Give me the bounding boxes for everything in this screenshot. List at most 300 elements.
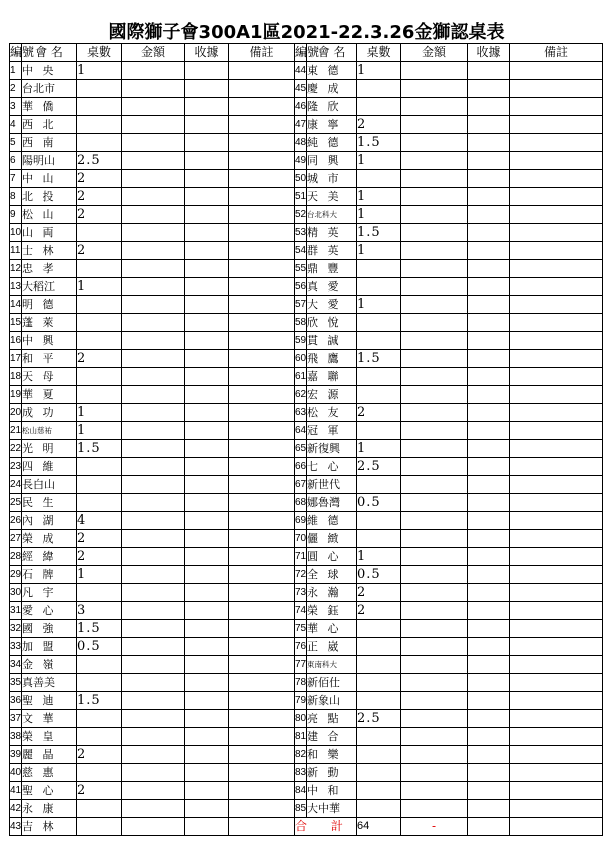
receipt-cell	[185, 746, 229, 764]
remarks-cell	[510, 386, 603, 404]
club-name: 儷 緻	[307, 530, 357, 548]
row-number: 64	[295, 422, 307, 440]
remarks-cell	[229, 404, 295, 422]
table-count: 1	[357, 206, 401, 224]
receipt-cell	[185, 350, 229, 368]
remarks-cell	[229, 566, 295, 584]
club-name: 內 湖	[22, 512, 77, 530]
remarks-cell	[510, 224, 603, 242]
remarks-cell	[229, 530, 295, 548]
header-remarks: 備註	[229, 44, 295, 62]
amount-cell	[401, 188, 468, 206]
amount-cell	[122, 80, 185, 98]
remarks-cell	[510, 800, 603, 818]
club-name: 純 德	[307, 134, 357, 152]
receipt-cell	[468, 368, 510, 386]
receipt-cell	[468, 476, 510, 494]
remarks-cell	[229, 170, 295, 188]
row-number: 56	[295, 278, 307, 296]
receipt-cell	[185, 170, 229, 188]
amount-cell	[122, 782, 185, 800]
club-name: 維 德	[307, 512, 357, 530]
remarks-cell	[229, 314, 295, 332]
header-tables: 桌數	[77, 44, 122, 62]
receipt-cell	[468, 224, 510, 242]
table-count	[77, 260, 122, 278]
remarks-cell	[510, 242, 603, 260]
row-number: 52	[295, 206, 307, 224]
table-count	[357, 80, 401, 98]
receipt-cell	[185, 80, 229, 98]
club-name: 石 牌	[22, 566, 77, 584]
receipt-cell	[468, 692, 510, 710]
table-count: 2	[77, 746, 122, 764]
receipt-cell	[468, 566, 510, 584]
amount-cell	[122, 368, 185, 386]
club-name: 天 美	[307, 188, 357, 206]
row-number: 72	[295, 566, 307, 584]
club-name: 新象山	[307, 692, 357, 710]
table-count: 1	[357, 152, 401, 170]
amount-cell	[122, 728, 185, 746]
amount-cell	[401, 350, 468, 368]
receipt-cell	[468, 638, 510, 656]
receipt-cell	[468, 548, 510, 566]
amount-cell	[122, 224, 185, 242]
amount-cell	[122, 458, 185, 476]
club-name: 大 愛	[307, 296, 357, 314]
club-name: 貫 誠	[307, 332, 357, 350]
remarks-cell	[229, 476, 295, 494]
club-name: 榮 成	[22, 530, 77, 548]
row-number: 70	[295, 530, 307, 548]
amount-cell	[401, 242, 468, 260]
receipt-cell	[468, 80, 510, 98]
club-name: 娜魯灣	[307, 494, 357, 512]
amount-cell	[401, 710, 468, 728]
club-name: 聖 心	[22, 782, 77, 800]
row-number: 43	[10, 818, 22, 836]
amount-cell	[401, 458, 468, 476]
receipt-cell	[185, 638, 229, 656]
row-number: 59	[295, 332, 307, 350]
remarks-cell	[229, 602, 295, 620]
remarks-cell	[510, 818, 603, 836]
club-name: 成 功	[22, 404, 77, 422]
receipt-cell	[185, 710, 229, 728]
amount-cell	[122, 800, 185, 818]
table-row	[10, 296, 603, 314]
club-name: 大中華	[307, 800, 357, 818]
receipt-cell	[185, 764, 229, 782]
remarks-cell	[229, 242, 295, 260]
remarks-cell	[229, 368, 295, 386]
header-amount: 金額	[122, 44, 185, 62]
row-number: 63	[295, 404, 307, 422]
table-row	[10, 548, 603, 566]
remarks-cell	[229, 386, 295, 404]
remarks-cell	[510, 80, 603, 98]
table-count	[77, 764, 122, 782]
table-count	[357, 170, 401, 188]
table-row	[10, 458, 603, 476]
row-number: 40	[10, 764, 22, 782]
amount-cell	[122, 422, 185, 440]
table-count: 1.5	[77, 440, 122, 458]
amount-cell	[401, 512, 468, 530]
table-row	[10, 566, 603, 584]
amount-cell	[401, 152, 468, 170]
receipt-cell	[468, 260, 510, 278]
remarks-cell	[510, 710, 603, 728]
receipt-cell	[185, 368, 229, 386]
remarks-cell	[229, 764, 295, 782]
club-name: 亮 點	[307, 710, 357, 728]
remarks-cell	[229, 350, 295, 368]
receipt-cell	[185, 656, 229, 674]
table-count	[357, 656, 401, 674]
amount-cell	[401, 746, 468, 764]
remarks-cell	[510, 206, 603, 224]
club-name: 和 平	[22, 350, 77, 368]
remarks-cell	[229, 422, 295, 440]
amount-cell	[401, 674, 468, 692]
receipt-cell	[468, 818, 510, 836]
table-row	[10, 782, 603, 800]
amount-cell	[401, 296, 468, 314]
row-number: 61	[295, 368, 307, 386]
table-count	[357, 278, 401, 296]
table-count	[357, 782, 401, 800]
amount-cell	[401, 764, 468, 782]
amount-cell	[122, 548, 185, 566]
table-count	[357, 512, 401, 530]
row-number: 48	[295, 134, 307, 152]
remarks-cell	[510, 566, 603, 584]
club-name: 經 緯	[22, 548, 77, 566]
receipt-cell	[185, 116, 229, 134]
amount-cell	[401, 314, 468, 332]
table-count: 2.5	[357, 458, 401, 476]
row-number: 65	[295, 440, 307, 458]
receipt-cell	[468, 800, 510, 818]
club-name: 正 崴	[307, 638, 357, 656]
receipt-cell	[468, 296, 510, 314]
amount-cell	[122, 386, 185, 404]
table-row	[10, 350, 603, 368]
club-name: 冠 軍	[307, 422, 357, 440]
table-count	[357, 260, 401, 278]
club-name: 全 球	[307, 566, 357, 584]
remarks-cell	[229, 692, 295, 710]
row-number: 83	[295, 764, 307, 782]
remarks-cell	[229, 260, 295, 278]
header-amount: 金額	[401, 44, 468, 62]
table-row	[10, 62, 603, 80]
row-number: 51	[295, 188, 307, 206]
remarks-cell	[510, 278, 603, 296]
club-name: 慶 成	[307, 80, 357, 98]
row-number: 45	[295, 80, 307, 98]
table-row	[10, 368, 603, 386]
header-index: 編號	[295, 44, 307, 62]
row-number: 16	[10, 332, 22, 350]
table-count	[77, 494, 122, 512]
club-name: 國 強	[22, 620, 77, 638]
amount-cell	[122, 476, 185, 494]
remarks-cell	[229, 782, 295, 800]
club-name: 松 友	[307, 404, 357, 422]
remarks-cell	[510, 62, 603, 80]
table-row	[10, 98, 603, 116]
table-count	[357, 692, 401, 710]
remarks-cell	[510, 746, 603, 764]
amount-cell	[401, 368, 468, 386]
receipt-cell	[185, 620, 229, 638]
table-count	[77, 656, 122, 674]
row-number: 74	[295, 602, 307, 620]
remarks-cell	[510, 656, 603, 674]
table-count	[357, 422, 401, 440]
amount-cell	[401, 692, 468, 710]
table-count	[77, 368, 122, 386]
row-number: 58	[295, 314, 307, 332]
receipt-cell	[468, 386, 510, 404]
club-name: 中 山	[22, 170, 77, 188]
club-name: 吉 林	[22, 818, 77, 836]
row-number: 23	[10, 458, 22, 476]
row-number: 13	[10, 278, 22, 296]
row-number: 33	[10, 638, 22, 656]
club-name: 群 英	[307, 242, 357, 260]
remarks-cell	[229, 440, 295, 458]
club-name: 西 北	[22, 116, 77, 134]
club-name: 明 德	[22, 296, 77, 314]
club-name: 榮 鈺	[307, 602, 357, 620]
row-number: 79	[295, 692, 307, 710]
row-number: 34	[10, 656, 22, 674]
club-name: 民 生	[22, 494, 77, 512]
table-count: 2	[77, 548, 122, 566]
club-name: 北 投	[22, 188, 77, 206]
row-number: 81	[295, 728, 307, 746]
table-count: 2	[77, 350, 122, 368]
remarks-cell	[510, 188, 603, 206]
table-count: 1	[357, 440, 401, 458]
table-count	[77, 314, 122, 332]
remarks-cell	[510, 620, 603, 638]
amount-cell	[122, 566, 185, 584]
row-number: 5	[10, 134, 22, 152]
amount-cell	[401, 494, 468, 512]
remarks-cell	[510, 512, 603, 530]
receipt-cell	[185, 566, 229, 584]
table-count: 1.5	[77, 620, 122, 638]
receipt-cell	[185, 332, 229, 350]
club-name: 陽明山	[22, 152, 77, 170]
table-count	[357, 98, 401, 116]
row-number: 18	[10, 368, 22, 386]
amount-cell	[401, 584, 468, 602]
amount-cell	[122, 296, 185, 314]
row-number: 24	[10, 476, 22, 494]
row-number: 22	[10, 440, 22, 458]
club-name: 四 維	[22, 458, 77, 476]
table-row	[10, 764, 603, 782]
receipt-cell	[468, 458, 510, 476]
table-row	[10, 692, 603, 710]
club-name: 康 寧	[307, 116, 357, 134]
table-row	[10, 134, 603, 152]
amount-cell	[122, 494, 185, 512]
receipt-cell	[468, 512, 510, 530]
amount-cell	[122, 440, 185, 458]
table-row	[10, 314, 603, 332]
club-name: 松山慈祐	[22, 422, 77, 440]
club-name: 新佰仕	[307, 674, 357, 692]
amount-cell	[122, 314, 185, 332]
amount-cell	[122, 674, 185, 692]
amount-cell	[122, 692, 185, 710]
club-name: 文 華	[22, 710, 77, 728]
remarks-cell	[510, 404, 603, 422]
table-count: 3	[77, 602, 122, 620]
amount-cell	[122, 170, 185, 188]
table-row	[10, 440, 603, 458]
club-name: 新世代	[307, 476, 357, 494]
receipt-cell	[185, 476, 229, 494]
table-count	[357, 620, 401, 638]
table-row	[10, 260, 603, 278]
row-number: 76	[295, 638, 307, 656]
table-count: 2	[357, 404, 401, 422]
club-name: 同 興	[307, 152, 357, 170]
receipt-cell	[468, 278, 510, 296]
receipt-cell	[468, 782, 510, 800]
amount-cell	[401, 440, 468, 458]
amount-cell	[401, 476, 468, 494]
receipt-cell	[468, 710, 510, 728]
table-row	[10, 746, 603, 764]
header-index: 編號	[10, 44, 22, 62]
amount-cell	[122, 602, 185, 620]
remarks-cell	[229, 134, 295, 152]
table-count: 2	[77, 206, 122, 224]
table-row	[10, 170, 603, 188]
amount-cell	[401, 530, 468, 548]
amount-cell	[401, 656, 468, 674]
receipt-cell	[468, 656, 510, 674]
club-name: 宏 源	[307, 386, 357, 404]
club-name: 蓬 萊	[22, 314, 77, 332]
remarks-cell	[229, 116, 295, 134]
table-count	[77, 296, 122, 314]
row-number: 53	[295, 224, 307, 242]
remarks-cell	[510, 530, 603, 548]
club-name: 華 僑	[22, 98, 77, 116]
receipt-cell	[185, 440, 229, 458]
table-count	[357, 746, 401, 764]
table-row	[10, 116, 603, 134]
club-name: 麗 晶	[22, 746, 77, 764]
receipt-cell	[468, 188, 510, 206]
table-row	[10, 584, 603, 602]
club-name: 永 瀚	[307, 584, 357, 602]
table-count: 0.5	[77, 638, 122, 656]
row-number: 25	[10, 494, 22, 512]
table-row	[10, 206, 603, 224]
amount-cell	[122, 710, 185, 728]
row-number: 26	[10, 512, 22, 530]
table-count	[357, 314, 401, 332]
remarks-cell	[229, 224, 295, 242]
table-count	[77, 728, 122, 746]
receipt-cell	[468, 134, 510, 152]
row-number: 12	[10, 260, 22, 278]
table-row	[10, 278, 603, 296]
header-tables: 桌數	[357, 44, 401, 62]
receipt-cell	[468, 404, 510, 422]
amount-cell	[401, 170, 468, 188]
table-count	[357, 386, 401, 404]
table-row	[10, 656, 603, 674]
table-count: 2	[77, 188, 122, 206]
amount-cell	[401, 782, 468, 800]
club-name: 飛 鷹	[307, 350, 357, 368]
receipt-cell	[185, 134, 229, 152]
table-count: 1	[357, 62, 401, 80]
row-number: 10	[10, 224, 22, 242]
receipt-cell	[185, 98, 229, 116]
row-number: 27	[10, 530, 22, 548]
amount-cell	[122, 152, 185, 170]
club-name: 台北市	[22, 80, 77, 98]
receipt-cell	[185, 458, 229, 476]
row-number: 60	[295, 350, 307, 368]
club-name: 城 市	[307, 170, 357, 188]
club-name: 真 愛	[307, 278, 357, 296]
table-count: 0.5	[357, 494, 401, 512]
row-number: 32	[10, 620, 22, 638]
club-name: 和 樂	[307, 746, 357, 764]
club-name: 永 康	[22, 800, 77, 818]
remarks-cell	[510, 476, 603, 494]
receipt-cell	[185, 62, 229, 80]
row-number: 67	[295, 476, 307, 494]
amount-cell	[122, 512, 185, 530]
table-row	[10, 188, 603, 206]
club-name: 建 合	[307, 728, 357, 746]
row-number: 49	[295, 152, 307, 170]
receipt-cell	[185, 512, 229, 530]
row-number: 75	[295, 620, 307, 638]
remarks-cell	[510, 368, 603, 386]
table-count	[77, 458, 122, 476]
remarks-cell	[510, 494, 603, 512]
remarks-cell	[229, 800, 295, 818]
receipt-cell	[185, 314, 229, 332]
table-row	[10, 800, 603, 818]
row-number: 44	[295, 62, 307, 80]
table-count	[77, 476, 122, 494]
table-count: 1	[77, 62, 122, 80]
table-count	[77, 116, 122, 134]
table-row	[10, 710, 603, 728]
club-name: 隆 欣	[307, 98, 357, 116]
club-name: 欣 悅	[307, 314, 357, 332]
row-number: 55	[295, 260, 307, 278]
table-row	[10, 674, 603, 692]
